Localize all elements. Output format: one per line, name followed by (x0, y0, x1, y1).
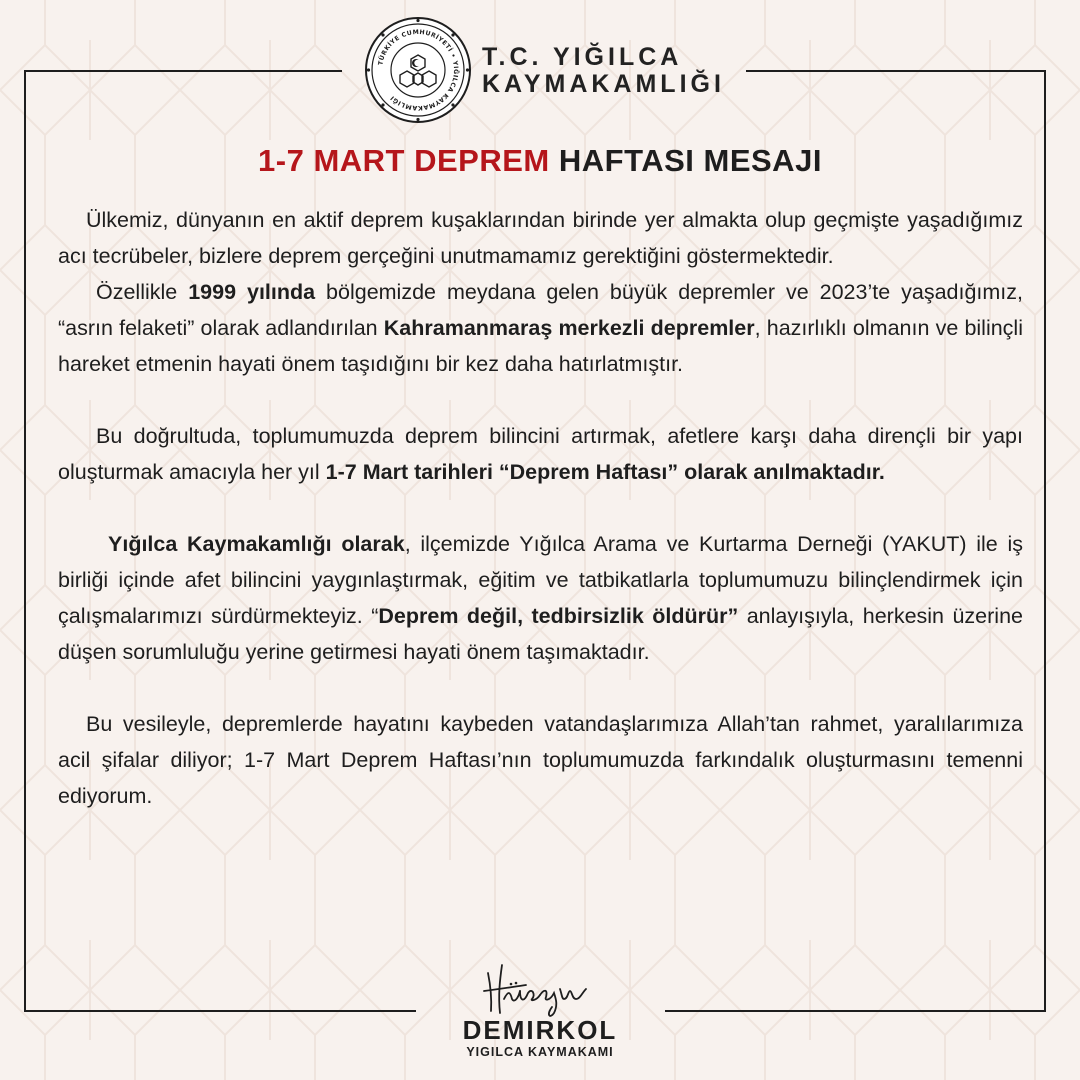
organization-name (482, 44, 725, 98)
p4-bold-kaymakamlik: Kaymakamlığı olarak (177, 532, 405, 556)
org-line-2: KAYMAKAMLIĞI (482, 70, 725, 98)
p4-text-e: anlayışıyla, herkesin üzerine düşen sorumluluğu yerine getirmesi hayati önem taşımaktadır. (58, 604, 1023, 664)
p2-text-e: , hazırlıklı olmanın ve bilinçli hareket etmenin hayati önem taşıdığını bir kez daha hatırlatmıştır. (58, 316, 1023, 376)
title-rest: HAFTASI MESAJI (558, 143, 822, 178)
p2-text-c: bölgemizde meydana gelen büyük depremler ve 2023’te yaşadığımız, “asrın felaketi” olarak adlandırılan (58, 280, 1024, 340)
p2-bold-year: 1999 yılında (188, 280, 316, 304)
paragraph-4 (58, 526, 1023, 670)
p4-text-c: , ilçemizde Yığılca Arama ve Kurtarma Derneği (YAKUT) ile iş birliği içinde afet bilincini yaygınlaştırmak, eğitim ve tatbikatlarla toplumumuzu bilinçlendirmek için çalışmalarımızı sürdürmekteyiz. “ (58, 532, 1023, 628)
signatory-name: DEMIRKOL (462, 1015, 618, 1045)
frame-right (1044, 70, 1046, 1012)
paragraph-5: Bu vesileyle, depremlerde hayatını kaybeden vatandaşlarımıza Allah’tan rahmet, yaralılarımıza acil şifalar diliyor; 1-7 Mart Deprem Haftası’nın toplumumuzda farkındalık oluşturmasını temenni ediyorum. (58, 712, 1023, 808)
p4-bold-slogan: Deprem değil, tedbirsizlik öldürür” (378, 604, 739, 628)
frame-left (24, 70, 26, 1012)
p2-text-a: Özellikle (96, 280, 189, 304)
title-highlight: 1-7 MART DEPREM (258, 143, 550, 178)
frame-bottom-left (24, 1010, 416, 1012)
page-title (0, 143, 1080, 179)
paragraph-1: Ülkemiz, dünyanın en aktif deprem kuşaklarından birinde yer almakta olup geçmişte yaşadığımız acı tecrübeler, bizlere deprem gerçeğini unutmamamız gerektiğini göstermektedir. (58, 208, 1023, 268)
p3-bold-deprem-haftasi: 1-7 Mart tarihleri “Deprem Haftası” olarak anılmaktadır. (325, 460, 885, 484)
frame-top-right (746, 70, 1046, 72)
frame-bottom-right (665, 1010, 1046, 1012)
p2-bold-kahramanmaras: Kahramanmaraş merkezli depremler (383, 316, 755, 340)
paragraph-3 (58, 418, 1023, 490)
p3-text-a: Bu doğrultuda, toplumumuzda deprem bilincini artırmak, afetlere karşı daha dirençli bir yapı oluşturmak amacıyla her yıl (58, 424, 1023, 484)
org-line-1: T.C. YIĞILCA (482, 43, 683, 71)
paragraph-2 (58, 274, 1023, 382)
p4-bold-yigilca: Yığılca (108, 532, 178, 556)
signatory-title: YIGILCA KAYMAKAMI (466, 1045, 614, 1059)
message-body (58, 202, 1023, 814)
frame-top-left (24, 70, 342, 72)
kaymakamlik-seal-logo (363, 15, 473, 125)
svg-text:TÜRKİYE CUMHURİYETİ • YIĞILCA: TÜRKİYE CUMHURİYETİ • YIĞILCA KAYMAKAMLIĞI (377, 28, 460, 112)
